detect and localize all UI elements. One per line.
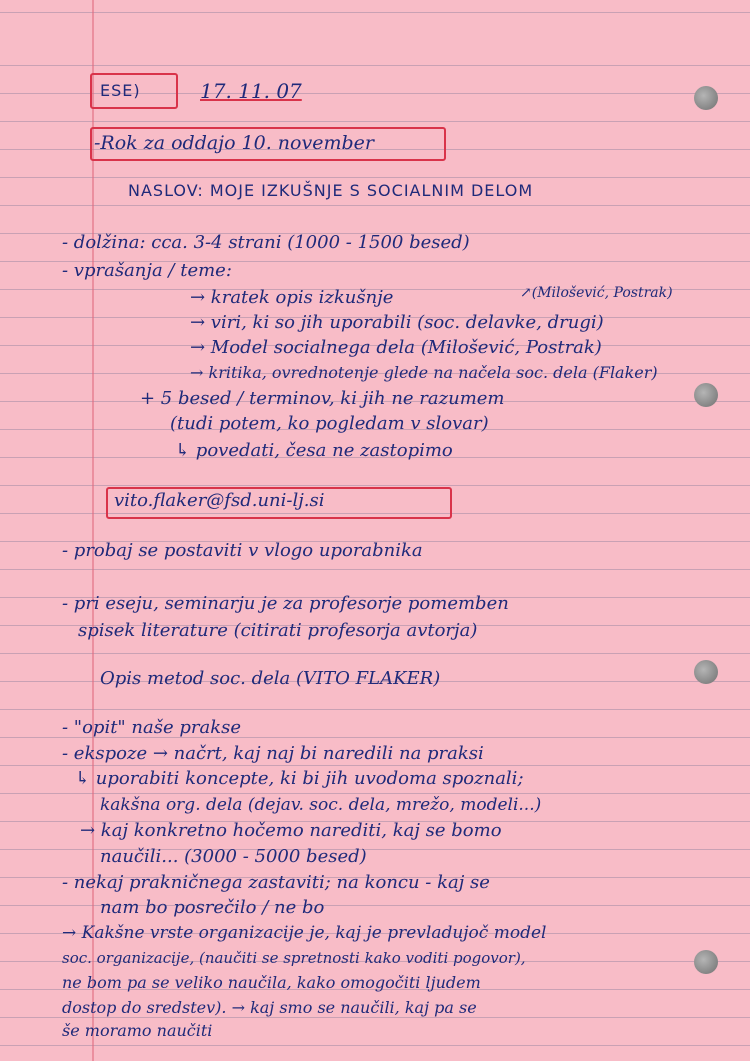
bullet-6: naučili... (3000 - 5000 besed)	[100, 846, 367, 867]
bullet-3: ↳ uporabiti koncepte, ki bi jih uvodoma spoznali;	[75, 768, 524, 789]
bullet-5: → kaj konkretno hočemo narediti, kaj se bomo	[80, 820, 502, 841]
punch-hole-icon	[694, 86, 718, 110]
question-1-note: ↗(Milošević, Postrak)	[520, 285, 673, 301]
question-4: → kritika, ovrednotenje glede na načela soc. dela (Flaker)	[190, 363, 658, 382]
question-1: → kratek opis izkušnje	[190, 287, 394, 308]
bullet-4: kakšna org. dela (dejav. soc. dela, mrežo, modeli...)	[100, 795, 542, 815]
bullet-1: - "opit" naše prakse	[62, 717, 242, 738]
bullet-9: → Kakšne vrste organizacije je, kaj je prevladujoč model	[62, 923, 547, 943]
opis-heading: Opis metod soc. dela (VITO FLAKER)	[100, 668, 441, 689]
bullet-8: nam bo posrečilo / ne bo	[100, 897, 325, 918]
punch-hole-icon	[694, 950, 718, 974]
question-3: → Model socialnega dela (Milošević, Postrak)	[190, 337, 602, 358]
header-tag: ESE)	[100, 81, 141, 100]
bullet-2: - ekspoze → načrt, kaj naj bi naredili na praksi	[62, 743, 484, 764]
essay-line-1: - pri eseju, seminarju je za profesorje pomemben	[62, 593, 509, 614]
bullet-10: soc. organizacije, (naučiti se spretnosti kako voditi pogovor),	[62, 949, 526, 967]
bullet-11: ne bom pa se veliko naučila, kako omogočiti ljudem	[62, 973, 481, 992]
header-date: 17. 11. 07	[200, 79, 302, 103]
deadline-line: -Rok za oddajo 10. november	[94, 132, 374, 154]
role-line: - probaj se postaviti v vlogo uporabnika	[62, 540, 423, 561]
plus-terms: + 5 besed / terminov, ki jih ne razumem	[140, 388, 505, 409]
bullet-7: - nekaj prakničnega zastaviti; na koncu - kaj se	[62, 872, 490, 893]
question-2: → viri, ki so jih uporabili (soc. delavke, drugi)	[190, 312, 604, 333]
plus-terms-2: (tudi potem, ko pogledam v slovar)	[170, 413, 489, 434]
plus-terms-3: ↳ povedati, česa ne zastopimo	[175, 440, 453, 461]
bullet-13: še moramo naučiti	[62, 1021, 213, 1040]
punch-hole-icon	[694, 660, 718, 684]
bullet-12: dostop do sredstev). → kaj smo se naučili, kaj pa se	[62, 998, 477, 1017]
email-address: vito.flaker@fsd.uni-lj.si	[114, 490, 325, 511]
questions-line: - vprašanja / teme:	[62, 260, 232, 281]
length-line: - dolžina: cca. 3-4 strani (1000 - 1500 besed)	[62, 232, 470, 253]
punch-hole-icon	[694, 383, 718, 407]
essay-line-2: spisek literature (citirati profesorja avtorja)	[78, 620, 478, 641]
essay-title: NASLOV: MOJE IZKUŠNJE S SOCIALNIM DELOM	[128, 181, 534, 200]
